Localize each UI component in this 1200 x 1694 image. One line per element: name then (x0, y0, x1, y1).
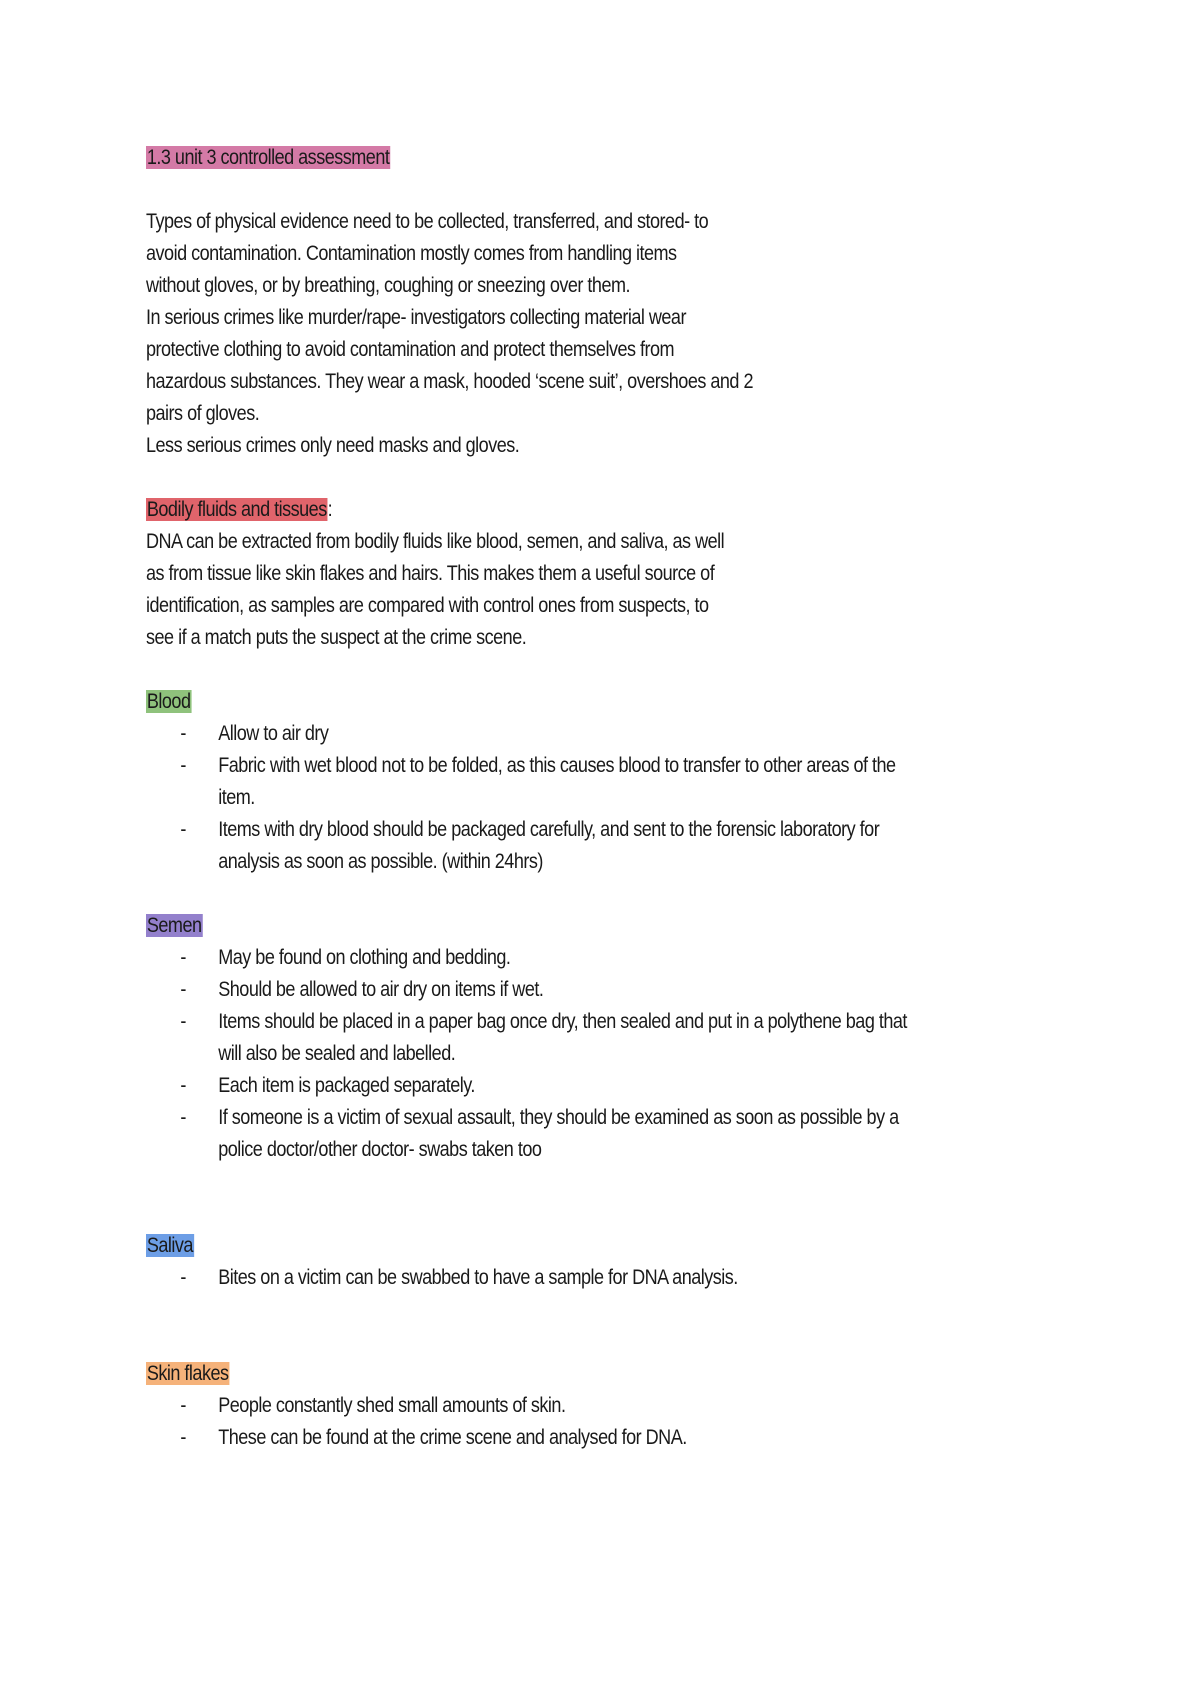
spacer (146, 174, 920, 206)
spacer (146, 654, 920, 686)
list-item: - Items with dry blood should be packaged carefully, and sent to the forensic laboratory for analysis as soon as possible. (within 24hrs) (146, 814, 920, 878)
bodily-fluids-line: identification, as samples are compared with control ones from suspects, to (146, 594, 709, 617)
intro-line: Less serious crimes only need masks and gloves. (146, 434, 520, 457)
spacer (146, 1166, 920, 1230)
saliva-heading-text: Saliva (146, 1234, 193, 1257)
list-item: - Allow to air dry (146, 718, 920, 750)
list-item: - May be found on clothing and bedding. (146, 942, 920, 974)
semen-heading (146, 910, 920, 942)
bodily-fluids-line: as from tissue like skin flakes and hairs. This makes them a useful source of (146, 562, 715, 585)
bodily-fluids-heading-text: Bodily fluids and tissues (146, 498, 327, 521)
saliva-section (146, 1230, 920, 1294)
skin-flakes-heading (146, 1358, 920, 1390)
saliva-list (146, 1262, 920, 1294)
intro-line: avoid contamination. Contamination mostly comes from handling items (146, 242, 677, 265)
skin-flakes-heading-text: Skin flakes (146, 1362, 229, 1385)
intro-line: hazardous substances. They wear a mask, hooded ‘scene suit’, overshoes and 2 (146, 370, 753, 393)
document-title-text: 1.3 unit 3 controlled assessment (146, 146, 390, 169)
spacer (146, 462, 920, 494)
semen-list (146, 942, 920, 1166)
blood-heading-text: Blood (146, 690, 191, 713)
list-item: - Should be allowed to air dry on items if wet. (146, 974, 920, 1006)
bodily-fluids-heading (146, 494, 920, 526)
skin-flakes-section (146, 1358, 920, 1454)
saliva-heading (146, 1230, 920, 1262)
bodily-fluids-line: see if a match puts the suspect at the crime scene. (146, 626, 527, 649)
list-item: - Bites on a victim can be swabbed to have a sample for DNA analysis. (146, 1262, 920, 1294)
document-page (146, 142, 920, 1454)
blood-heading (146, 686, 920, 718)
semen-section (146, 910, 920, 1166)
spacer (146, 1294, 920, 1358)
list-item: - These can be found at the crime scene and analysed for DNA. (146, 1422, 920, 1454)
bodily-fluids-section (146, 494, 920, 654)
list-item: - Each item is packaged separately. (146, 1070, 920, 1102)
intro-paragraph (146, 206, 920, 462)
list-item: - Items should be placed in a paper bag once dry, then sealed and put in a polythene bag that will also be sealed and labelled. (146, 1006, 920, 1070)
intro-line: without gloves, or by breathing, coughing or sneezing over them. (146, 274, 631, 297)
intro-line: pairs of gloves. (146, 402, 260, 425)
semen-heading-text: Semen (146, 914, 202, 937)
list-item: - If someone is a victim of sexual assault, they should be examined as soon as possible by a police doctor/other doctor- swabs taken too (146, 1102, 920, 1166)
spacer (146, 878, 920, 910)
blood-section (146, 686, 920, 878)
list-item: - People constantly shed small amounts of skin. (146, 1390, 920, 1422)
intro-line: Types of physical evidence need to be collected, transferred, and stored- to (146, 210, 709, 233)
list-item: - Fabric with wet blood not to be folded, as this causes blood to transfer to other areas of the item. (146, 750, 920, 814)
bodily-fluids-line: DNA can be extracted from bodily fluids like blood, semen, and saliva, as well (146, 530, 725, 553)
skin-flakes-list (146, 1390, 920, 1454)
document-title (146, 142, 920, 174)
blood-list (146, 718, 920, 878)
intro-line: In serious crimes like murder/rape- investigators collecting material wear (146, 306, 686, 329)
intro-line: protective clothing to avoid contamination and protect themselves from (146, 338, 675, 361)
bodily-fluids-heading-colon: : (327, 498, 333, 521)
